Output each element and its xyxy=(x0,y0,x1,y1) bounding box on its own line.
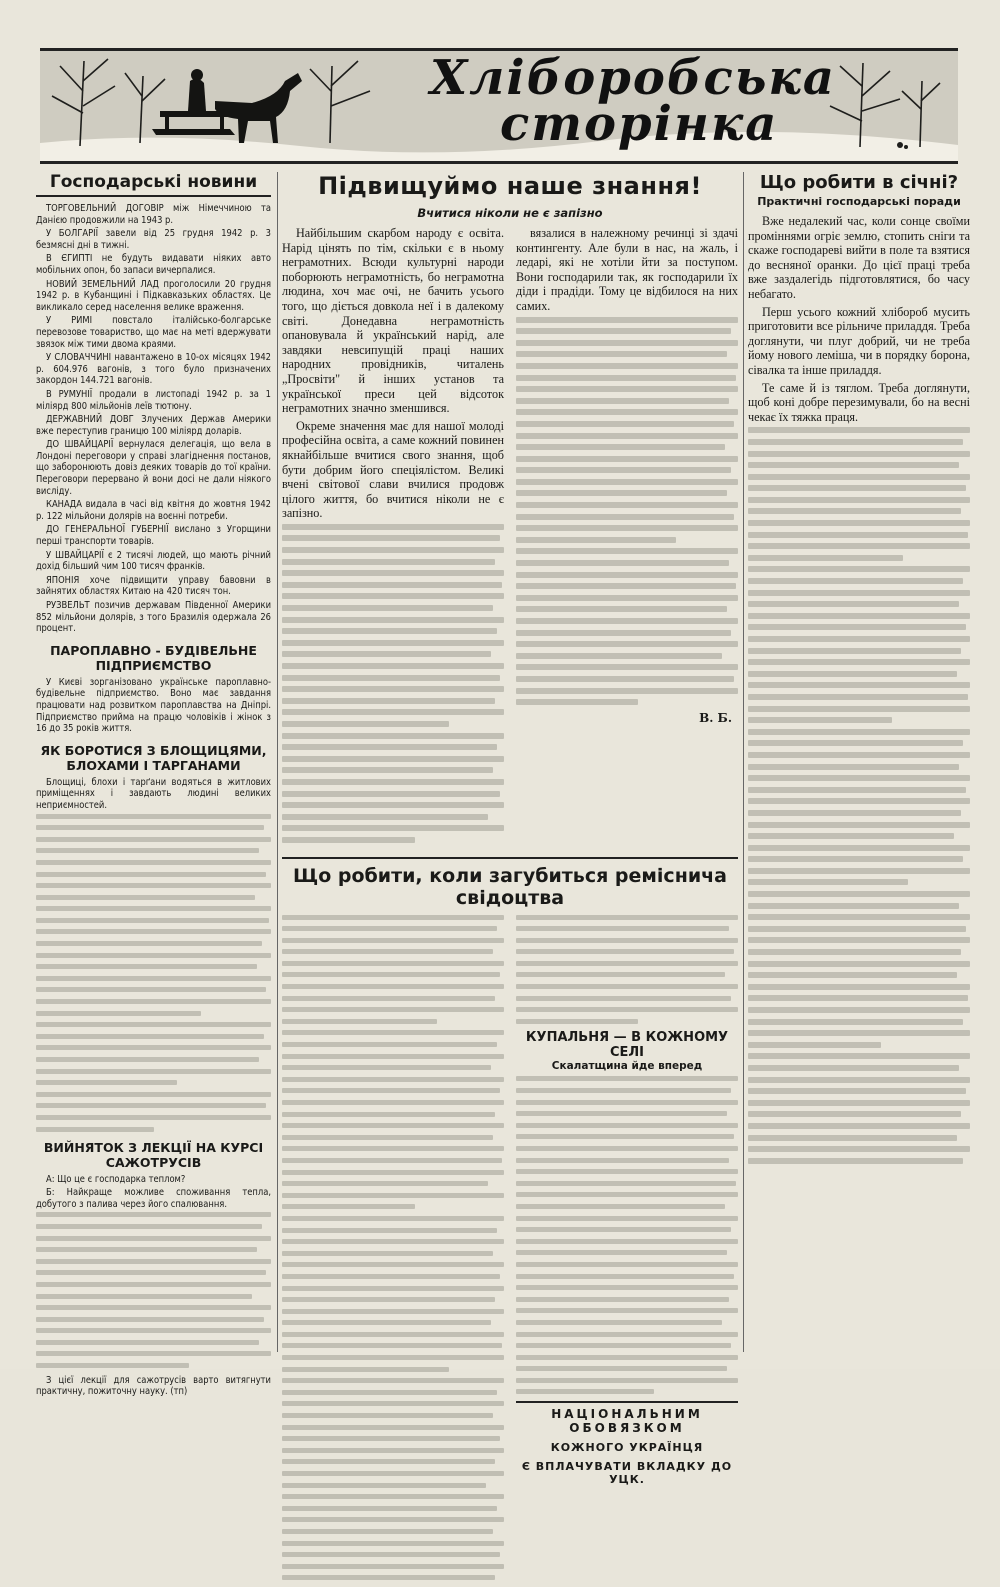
certificates-text xyxy=(282,915,504,1581)
banner-line3: Є ВПЛАЧУВАТИ ВКЛАДКУ ДО УЦК. xyxy=(521,1460,733,1487)
masthead-title-line2: сторінка xyxy=(500,96,779,152)
tips-body-text xyxy=(748,427,970,1163)
bathhouse-text xyxy=(516,1076,738,1394)
news-item: У СЛОВАЧЧИНІ навантажено в 10-ох місяцях 1942 р. 604.976 вагонів, з того було призначених закордон 144.721 вагонів. xyxy=(36,352,271,387)
banner-line1: НАЦІОНАЛЬНИМ ОБОВЯЗКОМ xyxy=(551,1407,703,1436)
news-item: У ШВАЙЦАРІЇ є 2 тисячі людей, що мають річний дохід більший чим 100 тисяч франків. xyxy=(36,549,271,573)
bathhouse-title: КУПАЛЬНЯ — В КОЖНОМУ СЕЛІ xyxy=(525,1030,729,1061)
lecture-answer: Б: Найкраще можливе споживання тепла, добутого з палива через його спалювання. xyxy=(36,1187,271,1210)
tips-paragraph: Те саме й із тяглом. Треба доглянути, щоб коні добре перезимували, бо на весні чекає їх тяжка праця. xyxy=(748,380,970,424)
news-item: ДО ШВАЙЦАРІЇ вернулася делегація, що вела в Лондоні переговори у справі злагіднення постанов, що заборонюють довіз деяких товарів до тої країни. Переговори перервано й вони досі не дали ніякого висліду. xyxy=(36,439,271,497)
column-rule xyxy=(277,172,278,1352)
news-item: ЯПОНІЯ хоче підвищити управу бавовни в зайнятих областях Китаю на 420 тисяч тон. xyxy=(36,574,271,598)
news-item: РУЗВЕЛЬТ позичив державам Південної Америки 852 мільйони долярів, з того Бразилія одержала 26 процент. xyxy=(36,600,271,635)
pests-body-text xyxy=(36,814,271,1132)
right-column xyxy=(748,172,970,1169)
shipbuilding-heading: ПАРОПЛАВНО - БУДІВЕЛЬНЕ ПІДПРИЄМСТВО xyxy=(50,642,257,673)
center-column xyxy=(282,172,738,1587)
left-column xyxy=(36,172,271,1400)
column-rule xyxy=(743,172,744,1352)
masthead xyxy=(40,48,958,164)
article-signature: В. Б. xyxy=(699,710,732,725)
certificates-col-a xyxy=(282,915,504,1587)
article-body-text xyxy=(516,317,738,706)
lecture-question: А: Що це є господарка теплом? xyxy=(46,1173,186,1185)
article-title: Підвищуймо наше знання! xyxy=(318,172,702,200)
news-item: В ЄГИПТІ не будуть видавати ніяких авто мобільних опон, бо запаси вичерпалися. xyxy=(36,253,271,276)
tips-paragraph: Перш усього кожний хлібороб мусить приготовити все рільниче приладдя. Треба доглянути, чи плуг добрий, чи не треба йому нового леміша, чи в порядку борона, сівалка та інше приладдя. xyxy=(748,304,970,377)
news-item: ТОРГОВЕЛЬНИЙ ДОГОВІР між Німеччиною та Данією продовжили на 1943 р. xyxy=(36,203,271,226)
bathhouse-subtitle: Скалатщина йде вперед xyxy=(551,1060,703,1073)
certificates-text xyxy=(516,915,738,1024)
pests-heading: ЯК БОРОТИСЯ З БЛОЩИЦЯМИ, БЛОХАМИ І ТАРГАНАМИ xyxy=(40,742,267,773)
chimney-sweep-heading: ВИЙНЯТОК З ЛЕКЦІЇ НА КУРСІ САЖОТРУСІВ xyxy=(43,1139,264,1170)
article-subtitle: Вчитися ніколи не є запізно xyxy=(417,206,603,220)
economic-news-heading: Господарські новини xyxy=(36,172,271,197)
january-tips-title: Що робити в січні? xyxy=(759,172,959,193)
news-item: В РУМУНІЇ продали в листопаді 1942 р. за 1 міліярд 800 мільйонів леїв тютюну. xyxy=(36,388,271,412)
article-paragraph: Найбільшим скарбом народу є освіта. Нарід цінять по тім, скільки є в ньому неграмотних. Всюди культурні народи поборюють неграмотність, бо неграмотна людина, хоч має очі, не бачить усього того, що діється довкола неї і в далекому світі. Донедавна неграмотність опановувала й український нарід, але завдяки невсипущій праці наших народних провідників, читалень „Просвіти" й інших установ та української преси цей відсоток неграмотних значно зменшився. xyxy=(282,226,504,416)
lecture-body-text xyxy=(36,1212,271,1368)
shipbuilding-text: У Києві зорганізовано українське пароплавно-будівельне підприємство. Воно має завдання працювати над розвитком пароплавства на Дніпрі. Підприємство прийма на працю чоловіків і жінок з 16 до 35 років життя. xyxy=(36,676,271,735)
article-body xyxy=(282,226,738,849)
certificates-title: Що робити, коли загубиться реміснича свідоцтва xyxy=(282,857,738,909)
pests-intro: Блощиці, блохи і тарґани водяться в житлових приміщеннях і завдають людині великих неприємностей. xyxy=(36,776,271,811)
article-paragraph: вязалися в належному речинці зі здачі контингенту. Але були в нас, на жаль, і ледарі, які не хотіли йти за поступом. Вони господарили так, як господарили їх діди і прадіди. Тому це відбилося на них самих. xyxy=(516,226,738,313)
banner-line2: КОЖНОГО УКРАЇНЦЯ xyxy=(550,1441,704,1455)
lecture-conclusion: З цієї лекції для сажотрусів варто витягнути практичну, пожиточну науку. (тп) xyxy=(36,1374,271,1398)
article-paragraph: Окреме значення має для нашої молоді професійна освіта, а саме кожний повинен якнайбільше вчитися свого знання, щоб бути добрим його спеціялістом. Великі вчені світової слави вчилися продовж цілого життя, бо вчитися ніколи не є запізно. xyxy=(282,418,504,521)
news-item: ДО ГЕНЕРАЛЬНОЇ ГУБЕРНІЇ вислано з Угорщини перші транспорти товарів. xyxy=(36,524,271,548)
article-col-b xyxy=(516,226,738,849)
tips-paragraph: Вже недалекий час, коли сонце своїми проміннями огріє землю, стопить сніги та скаже господареві вийти в поле та взятися до весняної оранки. До цієї праці треба вже заздалегідь підготовлятися, бо часу небагато. xyxy=(748,214,970,301)
news-item: У БОЛГАРІЇ завели від 25 грудня 1942 р. 3 безмясні дні в тижні. xyxy=(36,228,271,251)
news-item: ДЕРЖАВНИЙ ДОВГ Злучених Держав Америки вже переступив границю 100 міліярд доларів. xyxy=(36,414,271,437)
certificates-col-b xyxy=(516,915,738,1587)
certificates-body xyxy=(282,915,738,1587)
masthead-title xyxy=(410,50,837,159)
news-item: У РИМІ повстало італійсько-болгарське перевозове товариство, що має на меті вдержувати звязок між тими двома краями. xyxy=(36,315,271,350)
news-item: НОВИЙ ЗЕМЕЛЬНИЙ ЛАД проголосили 20 грудня 1942 р. в Кубанщині і Підкавказьких областях. Це викликало серед населення велике враження. xyxy=(36,278,271,313)
article-col-a xyxy=(282,226,504,849)
national-duty-banner xyxy=(516,1401,738,1486)
news-item: КАНАДА видала в часі від квітня до жовтня 1942 р. 122 мільйони долярів на воєнні потреби. xyxy=(36,499,271,522)
masthead-title-line1: Хліборобська xyxy=(430,50,837,106)
article-body-text xyxy=(282,524,504,843)
january-tips-subtitle: Практичні господарські поради xyxy=(757,195,961,208)
